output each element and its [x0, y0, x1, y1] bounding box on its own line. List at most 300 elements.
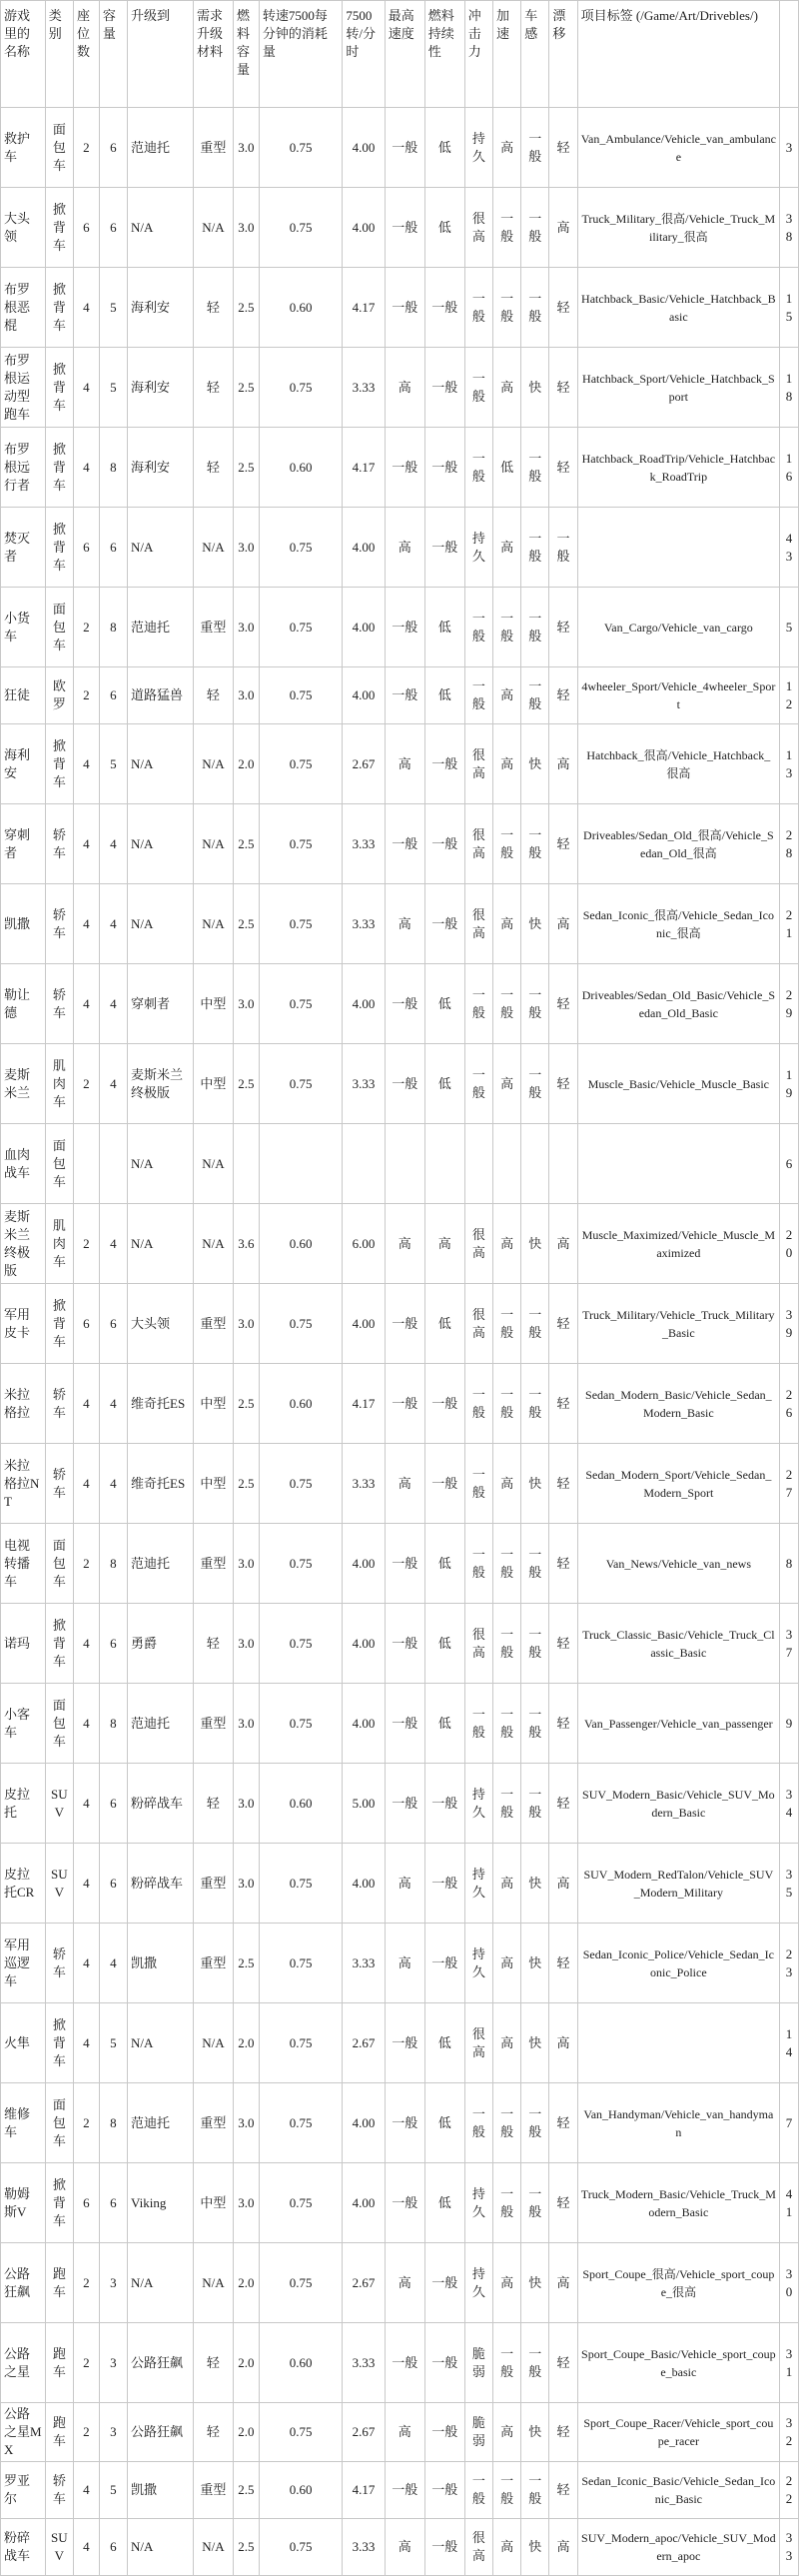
table-cell: 0.60	[259, 1764, 343, 1844]
table-cell: 快	[521, 1204, 549, 1284]
table-cell: 低	[424, 188, 464, 268]
table-row	[1, 1924, 799, 2003]
table-cell: Viking	[128, 2163, 194, 2243]
header-cell: 加速	[492, 1, 520, 108]
table-cell: 轻	[549, 108, 577, 188]
table-cell: 轻	[549, 2403, 577, 2462]
table-cell: 0.75	[259, 1684, 343, 1764]
table-cell: 血肉战车	[1, 1124, 46, 1204]
table-cell: 2.0	[233, 724, 259, 804]
table-cell	[577, 2003, 779, 2083]
table-cell: 高	[549, 1204, 577, 1284]
table-cell: 高	[492, 2003, 520, 2083]
table-cell: 4	[99, 964, 127, 1044]
table-cell: 重型	[193, 1524, 233, 1604]
table-cell: N/A	[193, 804, 233, 884]
table-cell: 3.0	[233, 1284, 259, 1364]
table-cell: 掀背车	[45, 2003, 73, 2083]
table-cell: 高	[385, 884, 424, 964]
table-cell: 一般	[521, 1364, 549, 1444]
table-cell: 重型	[193, 1844, 233, 1924]
table-cell: 6	[73, 2163, 99, 2243]
table-cell: 2	[73, 2403, 99, 2462]
table-cell: Driveables/Sedan_Old_很高/Vehicle_Sedan_Old_很高	[577, 804, 779, 884]
table-cell: 4	[73, 1364, 99, 1444]
table-cell: 布罗根远行者	[1, 428, 46, 508]
table-cell: 0.75	[259, 348, 343, 428]
table-cell: 0.75	[259, 1924, 343, 2003]
table-cell: 3.0	[233, 1844, 259, 1924]
table-cell: 罗亚尔	[1, 2462, 46, 2519]
table-cell: 很高	[464, 1284, 492, 1364]
table-cell: 0.75	[259, 188, 343, 268]
table-cell: 重型	[193, 2083, 233, 2163]
table-cell: 3	[99, 2243, 127, 2323]
table-cell: 诺玛	[1, 1604, 46, 1684]
table-cell: Sport_Coupe_很高/Vehicle_sport_coupe_很高	[577, 2243, 779, 2323]
table-cell: 0.75	[259, 588, 343, 667]
table-row	[1, 188, 799, 268]
table-cell: 2.0	[233, 2243, 259, 2323]
table-cell: Muscle_Basic/Vehicle_Muscle_Basic	[577, 1044, 779, 1124]
table-cell: 高	[385, 508, 424, 588]
table-cell: 3	[780, 108, 799, 188]
table-cell: 轻	[549, 1764, 577, 1844]
table-cell: 0.75	[259, 1044, 343, 1124]
table-cell: 2.67	[343, 2403, 385, 2462]
table-cell: 高	[385, 1924, 424, 2003]
table-cell: 一般	[424, 508, 464, 588]
table-cell: 4	[73, 428, 99, 508]
header-cell: 项目标签 (/Game/Art/Drivebles/)	[577, 1, 779, 108]
table-cell: 2.0	[233, 2323, 259, 2403]
table-cell: 麦斯米兰终极版	[1, 1204, 46, 1284]
table-cell: 海利安	[128, 348, 194, 428]
table-cell: 4.00	[343, 188, 385, 268]
table-cell: 跑车	[45, 2323, 73, 2403]
table-cell: 一般	[521, 1604, 549, 1684]
table-cell: 4.00	[343, 2083, 385, 2163]
table-row	[1, 1444, 799, 1524]
table-cell: 低	[424, 1044, 464, 1124]
table-cell: SUV_Modern_Basic/Vehicle_SUV_Modern_Basic	[577, 1764, 779, 1844]
table-cell: 高	[492, 348, 520, 428]
table-cell: 4	[73, 1924, 99, 2003]
table-cell: 3.33	[343, 1044, 385, 1124]
header-cell: 座位数	[73, 1, 99, 108]
table-cell: 4	[73, 348, 99, 428]
table-cell: 0.75	[259, 2403, 343, 2462]
table-cell: 小客车	[1, 1684, 46, 1764]
table-cell: 4.17	[343, 2462, 385, 2519]
table-cell: 轻	[549, 964, 577, 1044]
table-cell: N/A	[193, 2003, 233, 2083]
table-cell: 掀背车	[45, 268, 73, 348]
table-cell: 19	[780, 1044, 799, 1124]
table-cell: 掀背车	[45, 508, 73, 588]
table-cell: 一般	[492, 2323, 520, 2403]
table-cell: 2.5	[233, 884, 259, 964]
table-cell: 一般	[521, 1044, 549, 1124]
table-cell: 4	[73, 964, 99, 1044]
table-cell: 38	[780, 188, 799, 268]
table-cell: 一般	[521, 1764, 549, 1844]
table-cell: 麦斯米兰终极版	[128, 1044, 194, 1124]
table-cell	[73, 1124, 99, 1204]
table-cell: 一般	[464, 1364, 492, 1444]
table-cell: 一般	[424, 1924, 464, 2003]
table-cell: N/A	[193, 724, 233, 804]
table-cell: 一般	[464, 268, 492, 348]
table-cell: 一般	[464, 348, 492, 428]
table-cell: 3.33	[343, 1444, 385, 1524]
table-cell: 3.33	[343, 1924, 385, 2003]
table-cell: 低	[424, 588, 464, 667]
table-cell: 高	[385, 1844, 424, 1924]
table-cell: 一般	[385, 588, 424, 667]
table-cell: 2.67	[343, 2243, 385, 2323]
table-cell: 高	[385, 2243, 424, 2323]
table-cell: 2	[73, 1524, 99, 1604]
table-cell: 一般	[424, 2462, 464, 2519]
table-cell	[521, 1124, 549, 1204]
table-row	[1, 2462, 799, 2519]
table-cell: 高	[424, 1204, 464, 1284]
table-cell: N/A	[128, 188, 194, 268]
table-cell: 34	[780, 1764, 799, 1844]
table-cell: Van_News/Vehicle_van_news	[577, 1524, 779, 1604]
table-cell: 低	[424, 108, 464, 188]
table-cell: 米拉格拉	[1, 1364, 46, 1444]
table-cell: 一般	[385, 428, 424, 508]
table-cell: Muscle_Maximized/Vehicle_Muscle_Maximized	[577, 1204, 779, 1284]
table-cell: 2	[73, 1204, 99, 1284]
table-cell: 一般	[464, 1044, 492, 1124]
table-cell: 14	[780, 2003, 799, 2083]
table-cell: 持久	[464, 1764, 492, 1844]
table-cell: 低	[424, 667, 464, 724]
table-row	[1, 1364, 799, 1444]
table-cell: 道路猛兽	[128, 667, 194, 724]
table-cell: Truck_Military/Vehicle_Truck_Military_Basic	[577, 1284, 779, 1364]
table-cell: 一般	[492, 588, 520, 667]
table-cell: 轿车	[45, 1364, 73, 1444]
table-cell: 一般	[464, 1524, 492, 1604]
table-cell: 维修车	[1, 2083, 46, 2163]
table-cell: 面包车	[45, 1524, 73, 1604]
table-cell: 快	[521, 2403, 549, 2462]
table-cell: 轻	[193, 1604, 233, 1684]
table-cell: 4.17	[343, 428, 385, 508]
table-cell	[385, 1124, 424, 1204]
table-cell: 6	[73, 508, 99, 588]
table-cell: 轻	[193, 348, 233, 428]
table-cell: 一般	[424, 1764, 464, 1844]
table-cell: 2	[73, 2243, 99, 2323]
table-cell: 12	[780, 667, 799, 724]
table-cell: 3.0	[233, 188, 259, 268]
table-cell: Sedan_Modern_Basic/Vehicle_Sedan_Modern_Basic	[577, 1364, 779, 1444]
table-cell: 高	[492, 1044, 520, 1124]
table-cell: 2.5	[233, 428, 259, 508]
table-cell: 3.33	[343, 2323, 385, 2403]
table-row	[1, 804, 799, 884]
table-cell: 一般	[492, 1284, 520, 1364]
table-cell: 轻	[549, 1684, 577, 1764]
table-cell: 2.0	[233, 2003, 259, 2083]
table-cell: 海利安	[128, 268, 194, 348]
table-cell: 2.5	[233, 1364, 259, 1444]
table-cell: 公路狂飙	[128, 2403, 194, 2462]
table-cell: 4	[99, 1364, 127, 1444]
table-cell: 27	[780, 1444, 799, 1524]
table-cell: 一般	[385, 964, 424, 1044]
table-cell: 高	[385, 2403, 424, 2462]
table-cell	[424, 1124, 464, 1204]
table-cell: 2.5	[233, 1044, 259, 1124]
table-cell: 重型	[193, 1284, 233, 1364]
table-cell: 快	[521, 2519, 549, 2576]
table-cell: 很高	[464, 2003, 492, 2083]
table-row	[1, 2083, 799, 2163]
table-cell: 一般	[385, 1364, 424, 1444]
table-cell: Hatchback_Sport/Vehicle_Hatchback_Sport	[577, 348, 779, 428]
table-cell: 一般	[385, 2163, 424, 2243]
table-cell: 大头领	[128, 1284, 194, 1364]
table-cell: 43	[780, 508, 799, 588]
table-cell: 高	[385, 348, 424, 428]
header-cell: 冲击力	[464, 1, 492, 108]
table-cell: 高	[385, 2519, 424, 2576]
table-cell: 41	[780, 2163, 799, 2243]
table-row	[1, 667, 799, 724]
table-cell: 18	[780, 348, 799, 428]
table-cell: 轻	[549, 1604, 577, 1684]
table-cell: 8	[99, 1524, 127, 1604]
table-cell: 0.75	[259, 2003, 343, 2083]
table-cell: 23	[780, 1924, 799, 2003]
table-cell: 6	[99, 2519, 127, 2576]
table-cell: 穿刺者	[1, 804, 46, 884]
table-cell: 4	[99, 1444, 127, 1524]
table-cell: 4	[99, 1924, 127, 2003]
table-cell: 高	[492, 1924, 520, 2003]
table-cell: 轻	[193, 428, 233, 508]
table-cell: 一般	[424, 348, 464, 428]
table-cell: 4.00	[343, 508, 385, 588]
table-cell: 2.5	[233, 1444, 259, 1524]
table-cell: 脆弱	[464, 2403, 492, 2462]
table-cell: 一般	[385, 2323, 424, 2403]
table-cell: 很高	[464, 1604, 492, 1684]
table-cell: 轻	[549, 667, 577, 724]
table-row	[1, 108, 799, 188]
table-cell: 一般	[424, 884, 464, 964]
table-cell: 3.0	[233, 1684, 259, 1764]
table-cell: 6	[780, 1124, 799, 1204]
table-cell: 一般	[521, 667, 549, 724]
table-row	[1, 1124, 799, 1204]
table-cell: 掀背车	[45, 2163, 73, 2243]
table-cell: 一般	[521, 188, 549, 268]
table-cell: 一般	[385, 108, 424, 188]
table-cell: 3.33	[343, 804, 385, 884]
table-row	[1, 2243, 799, 2323]
table-cell: 维奇托ES	[128, 1444, 194, 1524]
table-cell: 5	[99, 348, 127, 428]
table-cell: 轻	[549, 2462, 577, 2519]
table-row	[1, 2003, 799, 2083]
table-cell: 6	[99, 1764, 127, 1844]
table-cell: 面包车	[45, 108, 73, 188]
table-cell: 一般	[521, 588, 549, 667]
table-cell: Van_Cargo/Vehicle_van_cargo	[577, 588, 779, 667]
table-cell: 高	[492, 2403, 520, 2462]
table-cell: 一般	[424, 804, 464, 884]
table-cell: 轻	[549, 2163, 577, 2243]
table-cell: 28	[780, 804, 799, 884]
table-cell: 高	[492, 884, 520, 964]
table-cell: Truck_Military_很高/Vehicle_Truck_Military_很高	[577, 188, 779, 268]
table-cell: 重型	[193, 588, 233, 667]
header-row	[1, 1, 799, 108]
header-cell: 7500转/分时	[343, 1, 385, 108]
table-cell: 轻	[549, 1524, 577, 1604]
table-cell: 低	[424, 1284, 464, 1364]
table-cell: 快	[521, 1924, 549, 2003]
table-cell: 一般	[424, 428, 464, 508]
table-cell: 29	[780, 964, 799, 1044]
table-cell: 跑车	[45, 2243, 73, 2323]
table-cell: Sport_Coupe_Racer/Vehicle_sport_coupe_racer	[577, 2403, 779, 2462]
table-cell: 轻	[549, 588, 577, 667]
table-cell: 26	[780, 1364, 799, 1444]
table-cell: 4	[99, 804, 127, 884]
table-cell: Sedan_Modern_Sport/Vehicle_Sedan_Modern_Sport	[577, 1444, 779, 1524]
table-cell: N/A	[128, 1204, 194, 1284]
table-row	[1, 724, 799, 804]
table-cell: 16	[780, 428, 799, 508]
table-cell: 持久	[464, 1844, 492, 1924]
table-cell: 一般	[492, 1684, 520, 1764]
table-cell: 一般	[385, 804, 424, 884]
table-cell: 15	[780, 268, 799, 348]
table-cell: 3.0	[233, 1604, 259, 1684]
table-cell: 2	[73, 667, 99, 724]
table-cell: 0.75	[259, 1604, 343, 1684]
table-cell: 一般	[492, 1764, 520, 1844]
table-cell: 高	[549, 1844, 577, 1924]
table-cell: 31	[780, 2323, 799, 2403]
table-cell: SUV_Modern_apoc/Vehicle_SUV_Modern_apoc	[577, 2519, 779, 2576]
table-cell: 范迪托	[128, 1524, 194, 1604]
table-cell: 公路狂飙	[128, 2323, 194, 2403]
table-cell: 军用巡逻车	[1, 1924, 46, 2003]
table-cell: 重型	[193, 1924, 233, 2003]
table-cell: 轿车	[45, 964, 73, 1044]
table-cell: 6	[73, 1284, 99, 1364]
table-cell: N/A	[128, 2519, 194, 2576]
table-cell: 低	[424, 964, 464, 1044]
table-cell: 掀背车	[45, 188, 73, 268]
table-cell: 一般	[464, 2083, 492, 2163]
table-cell: 21	[780, 884, 799, 964]
table-cell: 0.60	[259, 1364, 343, 1444]
table-row	[1, 1204, 799, 1284]
table-cell: 0.60	[259, 2323, 343, 2403]
table-cell: 麦斯米兰	[1, 1044, 46, 1124]
table-cell: 持久	[464, 508, 492, 588]
table-cell: 9	[780, 1684, 799, 1764]
table-cell: 军用皮卡	[1, 1284, 46, 1364]
table-cell: 持久	[464, 1924, 492, 2003]
table-cell: 3.0	[233, 1524, 259, 1604]
table-cell: 0.75	[259, 2163, 343, 2243]
header-cell: 最高速度	[385, 1, 424, 108]
table-cell: 8	[780, 1524, 799, 1604]
table-cell: 很高	[464, 804, 492, 884]
table-cell: 0.60	[259, 1204, 343, 1284]
table-cell: 一般	[385, 2462, 424, 2519]
table-row	[1, 1844, 799, 1924]
table-cell: 4	[99, 1044, 127, 1124]
table-cell: 维奇托ES	[128, 1364, 194, 1444]
table-cell	[464, 1124, 492, 1204]
table-cell: 4	[73, 804, 99, 884]
table-cell: 4.00	[343, 964, 385, 1044]
table-row	[1, 1684, 799, 1764]
table-cell: 6	[99, 1604, 127, 1684]
table-cell: 一般	[424, 1844, 464, 1924]
table-cell: 2	[73, 2323, 99, 2403]
table-cell: 6	[99, 2163, 127, 2243]
table-cell: SUV	[45, 1844, 73, 1924]
table-cell: 4	[73, 1604, 99, 1684]
table-cell: 低	[492, 428, 520, 508]
table-cell: 8	[99, 588, 127, 667]
table-cell: 4.00	[343, 2163, 385, 2243]
table-cell: 0.75	[259, 667, 343, 724]
table-cell: 一般	[385, 1604, 424, 1684]
table-cell: 高	[492, 667, 520, 724]
table-cell: 一般	[521, 1524, 549, 1604]
table-cell: 3	[99, 2323, 127, 2403]
table-cell: 高	[492, 724, 520, 804]
table-cell: 轻	[549, 2323, 577, 2403]
table-cell: 一般	[492, 1524, 520, 1604]
table-cell: 高	[549, 724, 577, 804]
table-cell: 一般	[424, 268, 464, 348]
table-cell: 22	[780, 2462, 799, 2519]
table-cell: 6	[73, 188, 99, 268]
table-cell: Van_Handyman/Vehicle_van_handyman	[577, 2083, 779, 2163]
table-cell: 4	[73, 884, 99, 964]
table-cell: 勒姆斯V	[1, 2163, 46, 2243]
table-cell: 6	[99, 188, 127, 268]
table-cell: 0.75	[259, 2519, 343, 2576]
table-cell: 3.0	[233, 667, 259, 724]
table-cell: 6	[99, 108, 127, 188]
table-cell: 0.75	[259, 1444, 343, 1524]
table-cell: 轻	[193, 268, 233, 348]
table-cell	[233, 1124, 259, 1204]
header-cell: 漂移	[549, 1, 577, 108]
table-cell: Sedan_Iconic_很高/Vehicle_Sedan_Iconic_很高	[577, 884, 779, 964]
table-cell: 重型	[193, 2462, 233, 2519]
table-cell: 0.75	[259, 964, 343, 1044]
table-cell: 轻	[193, 2403, 233, 2462]
table-cell: 3.33	[343, 2519, 385, 2576]
